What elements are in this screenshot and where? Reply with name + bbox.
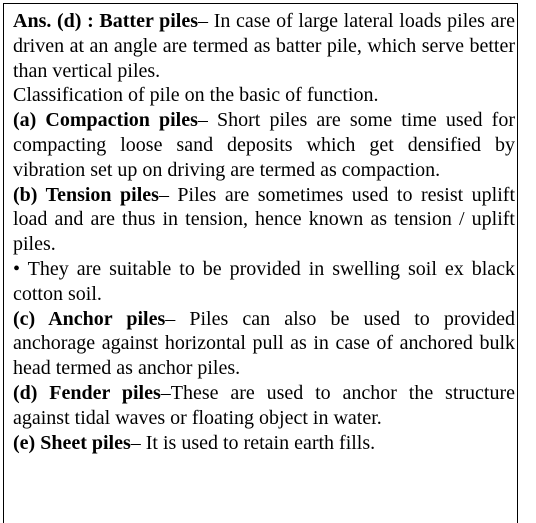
item-text: – Piles are sometimes used to resist uplift load and are thus in tension, hence known as tension / uplift piles. — [13, 183, 515, 256]
item-text: – It is used to retain earth fills. — [130, 431, 376, 454]
item-label: (a) Compaction piles — [13, 109, 198, 132]
item-label: (d) Fender piles — [13, 381, 161, 404]
item-text: – Piles can also be used to provided anchorage against horizontal pull as in case of anchored bulk head termed as anchor piles. — [13, 307, 515, 380]
item-sheet-piles — [13, 431, 515, 456]
item-fender-piles — [13, 381, 515, 431]
answer-content — [13, 9, 515, 455]
item-label: (b) Tension piles — [13, 183, 159, 206]
item-bullet-swelling-soil — [13, 257, 515, 307]
answer-text: – In case of large lateral loads piles are driven at an angle are termed as batter pile, which serve better than vertical piles. — [13, 10, 515, 82]
bullet-icon: • — [13, 257, 21, 280]
item-anchor-piles — [13, 307, 515, 381]
answer-label: Ans. (d) : Batter piles — [13, 10, 199, 32]
item-label: (e) Sheet piles — [13, 431, 131, 454]
answer-paragraph — [13, 9, 515, 83]
item-text: They are suitable to be provided in swelling soil ex black cotton soil. — [13, 257, 516, 305]
answer-box — [3, 3, 518, 523]
classification-intro: Classification of pile on the basic of function. — [13, 84, 379, 107]
item-text: –These are used to anchor the structure against tidal waves or floating object in water. — [13, 381, 516, 429]
item-label: (c) Anchor piles — [13, 307, 166, 330]
item-tension-piles — [13, 183, 515, 257]
item-compaction-piles — [13, 108, 515, 182]
item-text: – Short piles are some time used for compacting loose sand deposits which get densified by vibration set up on driving are termed as compaction. — [13, 109, 515, 181]
